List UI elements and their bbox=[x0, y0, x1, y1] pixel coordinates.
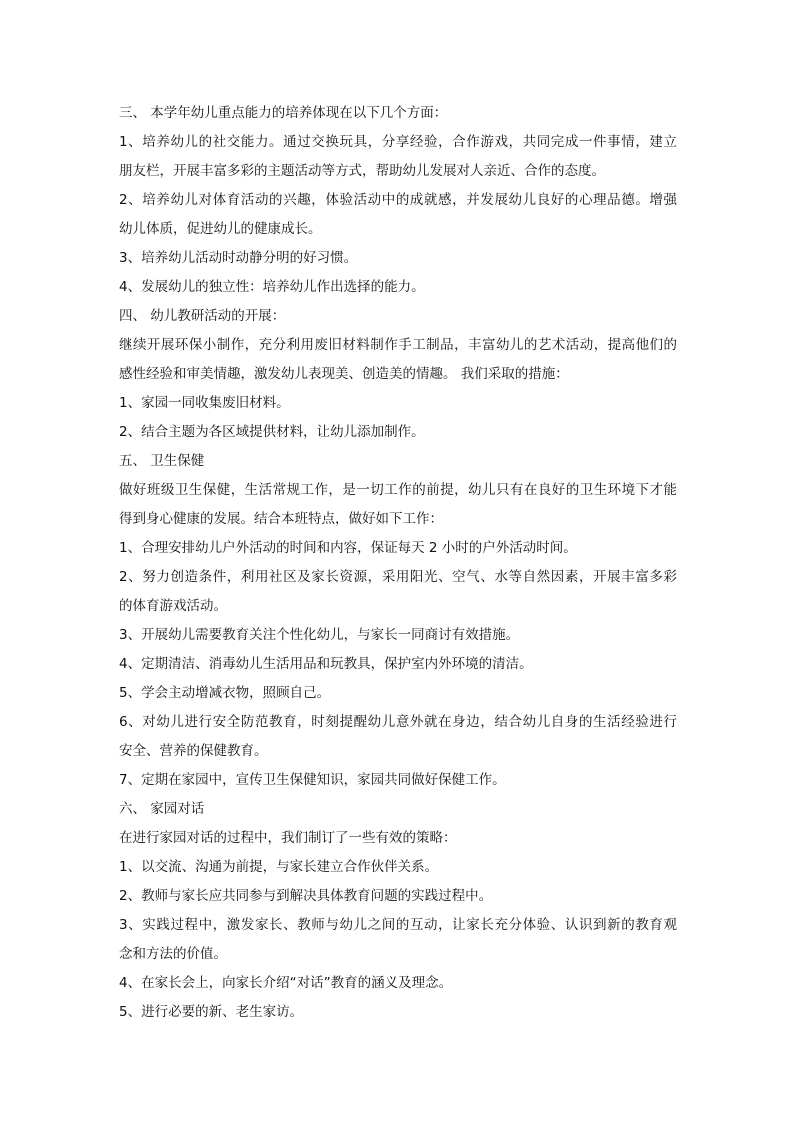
paragraph-line: 念和方法的价值。 bbox=[119, 946, 227, 962]
document-body bbox=[119, 99, 677, 1027]
paragraph-line: 4、在家长会上，向家长介绍“对话”教育的涵义及理念。 bbox=[119, 975, 453, 991]
paragraph-line: 2、努力创造条件，利用社区及家长资源，采用阳光、空气、水等自然因素，开展丰富多彩 bbox=[119, 569, 677, 585]
section-heading-3: 三、 本学年幼儿重点能力的培养体现在以下几个方面： bbox=[119, 105, 448, 121]
paragraph-line: 4、发展幼儿的独立性：培养幼儿作出选择的能力。 bbox=[119, 279, 425, 295]
paragraph-line: 在进行家园对话的过程中，我们制订了一些有效的策略： bbox=[119, 830, 457, 846]
paragraph-line: 1、培养幼儿的社交能力。通过交换玩具，分享经验，合作游戏，共同完成一件事情，建立 bbox=[119, 134, 677, 150]
paragraph-line: 3、培养幼儿活动时动静分明的好习惯。 bbox=[119, 250, 358, 266]
paragraph-line: 1、家园一同收集废旧材料。 bbox=[119, 395, 290, 411]
paragraph-line: 继续开展环保小制作，充分利用废旧材料制作手工制品，丰富幼儿的艺术活动，提高他们的 bbox=[119, 337, 677, 353]
paragraph-line: 7、定期在家园中，宣传卫生保健知识，家园共同做好保健工作。 bbox=[119, 772, 506, 788]
paragraph-line: 2、培养幼儿对体育活动的兴趣，体验活动中的成就感，并发展幼儿良好的心理品德。增强 bbox=[119, 192, 677, 208]
paragraph-line: 3、实践过程中，激发家长、教师与幼儿之间的互动，让家长充分体验、认识到新的教育观 bbox=[119, 917, 677, 933]
paragraph-line: 4、定期清洁、消毒幼儿生活用品和玩教具，保护室内外环境的清洁。 bbox=[119, 656, 533, 672]
paragraph-line: 安全、营养的保健教育。 bbox=[119, 743, 268, 759]
paragraph-line: 1、以交流、沟通为前提，与家长建立合作伙伴关系。 bbox=[119, 859, 439, 875]
section-heading-6: 六、 家园对话 bbox=[119, 801, 205, 817]
paragraph-line: 朋友栏，开展丰富多彩的主题活动等方式，帮助幼儿发展对人亲近、合作的态度。 bbox=[119, 163, 605, 179]
paragraph-line: 感性经验和审美情趣，激发幼儿表现美、创造美的情趣。 我们采取的措施： bbox=[119, 366, 569, 382]
section-heading-5: 五、 卫生保健 bbox=[119, 453, 205, 469]
paragraph-line: 1、合理安排幼儿户外活动的时间和内容，保证每天 2 小时的户外活动时间。 bbox=[119, 540, 577, 556]
paragraph-line: 做好班级卫生保健，生活常规工作，是一切工作的前提，幼儿只有在良好的卫生环境下才能 bbox=[119, 482, 677, 498]
paragraph-line: 5、学会主动增减衣物，照顾自己。 bbox=[119, 685, 331, 701]
paragraph-line: 得到身心健康的发展。结合本班特点，做好如下工作： bbox=[119, 511, 443, 527]
paragraph-line: 幼儿体质，促进幼儿的健康成长。 bbox=[119, 221, 322, 237]
paragraph-line: 的体育游戏活动。 bbox=[119, 598, 227, 614]
paragraph-line: 5、进行必要的新、老生家访。 bbox=[119, 1004, 304, 1020]
paragraph-line: 6、对幼儿进行安全防范教育，时刻提醒幼儿意外就在身边，结合幼儿自身的生活经验进行 bbox=[119, 714, 677, 730]
paragraph-line: 3、开展幼儿需要教育关注个性化幼儿，与家长一同商讨有效措施。 bbox=[119, 627, 520, 643]
section-heading-4: 四、 幼儿教研活动的开展： bbox=[119, 308, 286, 324]
paragraph-line: 2、结合主题为各区域提供材料，让幼儿添加制作。 bbox=[119, 424, 425, 440]
paragraph-line: 2、教师与家长应共同参与到解决具体教育问题的实践过程中。 bbox=[119, 888, 493, 904]
